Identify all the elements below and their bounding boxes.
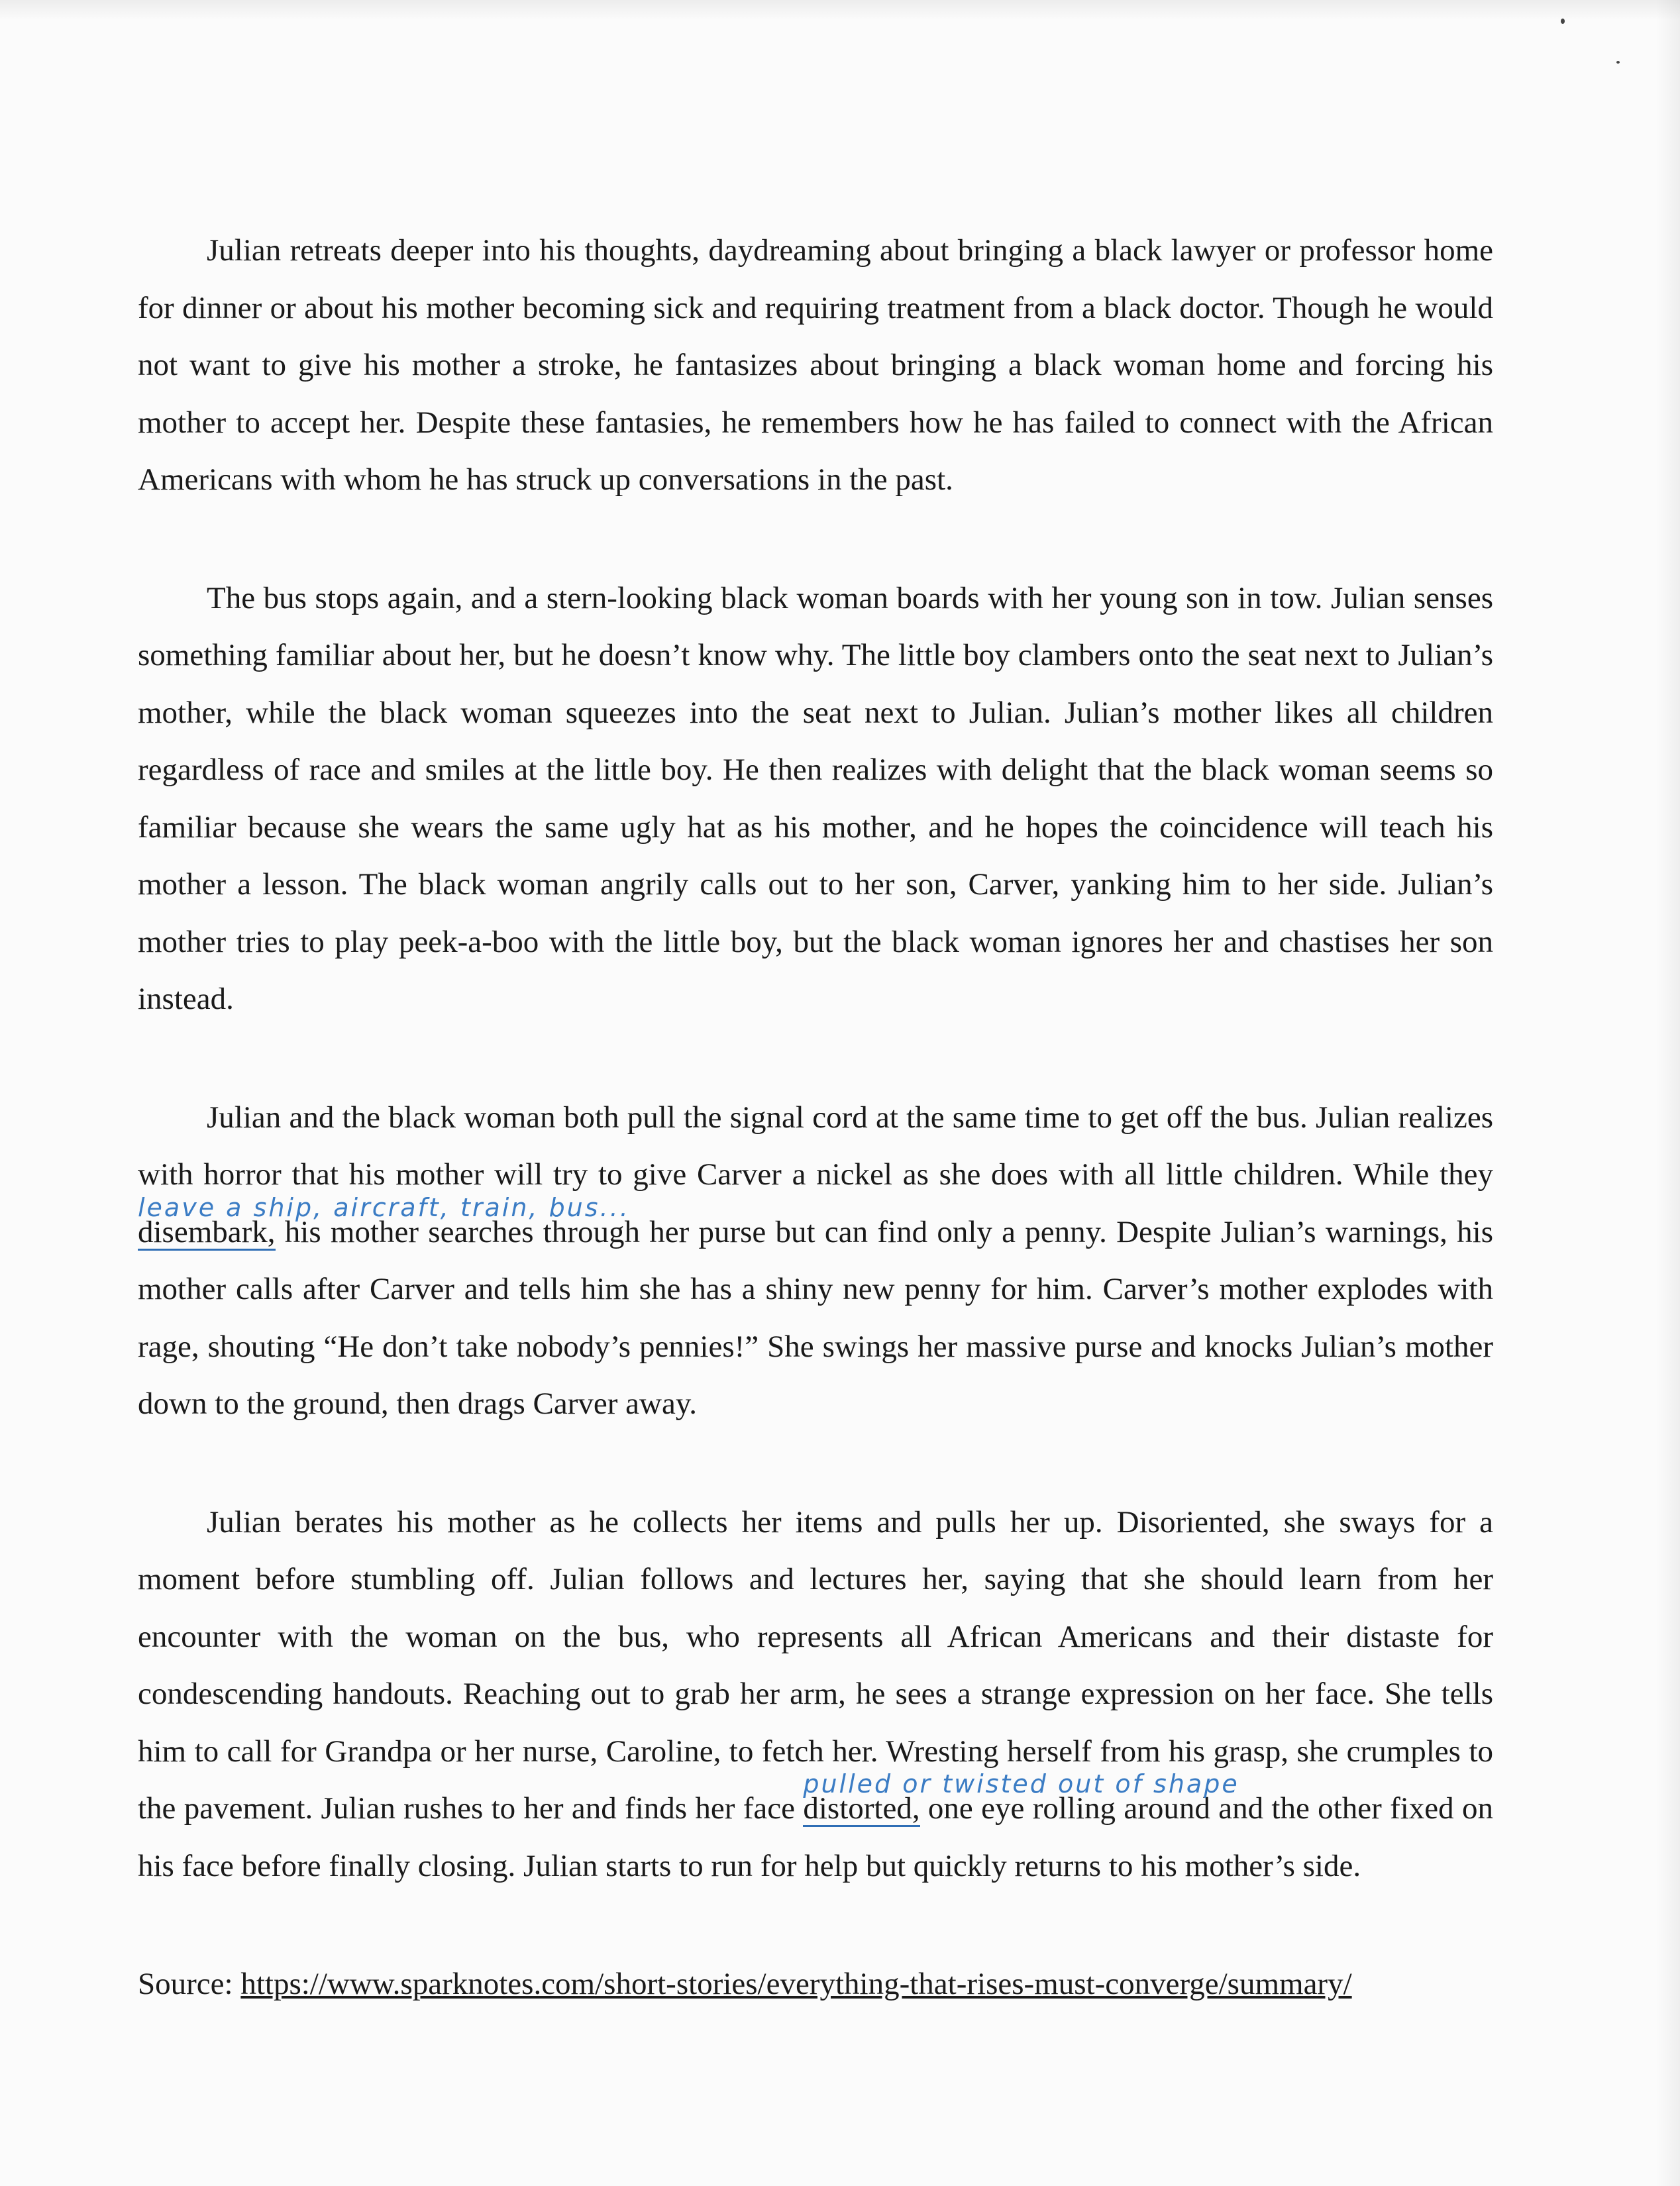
annotated-word-disembark: [138, 1192, 630, 1251]
paragraph-3: [138, 1089, 1493, 1433]
paragraph-text-after: one eye rolling around and the other fixed on his face before finally closing. Julian starts to run for help but quickly returns to his mother’s side.: [138, 1791, 1494, 1883]
scan-speck: [1616, 61, 1620, 64]
source-label: Source:: [138, 1967, 233, 2001]
paragraph-text: Julian retreats deeper into his thoughts, daydreaming about bringing a black lawyer or professor home for dinner or about his mother becoming sick and requiring treatment from a black doctor. Though he would not want to give his mother a stroke, he fantasizes about bringing a black woman home and forcing his mother to accept her. Despite these fantasies, he remembers how he has failed to connect with the African Americans with whom he has struck up conversations in the past.: [138, 233, 1493, 497]
paragraph-text-after: his mother searches through her purse but can find only a penny. Despite Julian’s warnings, his mother calls after Carver and tells him she has a shiny new penny for him. Carver’s mother explodes with rage, shouting “He don’t take nobody’s pennies!” She swings her massive purse and knocks Julian’s mother down to the ground, then drags Carver away.: [138, 1214, 1493, 1421]
paragraph-2: [138, 570, 1493, 1028]
paragraph-1: [138, 222, 1493, 509]
paragraph-text-before: Julian and the black woman both pull the signal cord at the same time to get off the bus. Julian realizes with horror that his mother will try to give Carver a nickel as she does with all little children. While they: [138, 1100, 1493, 1192]
source-link[interactable]: https://www.sparknotes.com/short-stories/everything-that-rises-must-converge/summary/: [240, 1967, 1352, 2001]
document-body: [138, 222, 1493, 2012]
underlined-word: distorted,: [803, 1791, 920, 1826]
paragraph-text: The bus stops again, and a stern-looking black woman boards with her young son in tow. Julian senses something familiar about her, but he doesn’t know why. The little boy clambers onto the seat next to Julian’s mother, while the black woman squeezes into the seat next to Julian. Julian’s mother likes all children regardless of race and smiles at the little boy. He then realizes with delight that the black woman seems so familiar because she wears the same ugly hat as his mother, and he hopes the coincidence will teach his mother a lesson. The black woman angrily calls out to her son, Carver, yanking him to her side. Julian’s mother tries to play peek-a-boo with the little boy, but the black woman ignores her and chastises her son instead.: [138, 580, 1493, 1016]
annotated-word-distorted: [803, 1769, 1239, 1827]
scan-edge: [1656, 0, 1680, 2186]
scan-speck: [1561, 19, 1565, 24]
scan-shadow: [0, 0, 1680, 20]
paragraph-4: [138, 1494, 1493, 1895]
underlined-word: disembark,: [138, 1214, 276, 1249]
handwritten-note-distorted: pulled or twisted out of shape: [803, 1769, 1239, 1798]
handwritten-note-disembark: leave a ship, aircraft, train, bus...: [138, 1192, 630, 1222]
paragraph-text-before: Julian berates his mother as he collects her items and pulls her up. Disoriented, she sways for a moment before stumbling off. Julian follows and lectures her, saying that she should learn from her encounter with the woman on the bus, who represents all African Americans and their distaste for condescending handouts. Reaching out to grab her arm, he sees a strange expression on her face. She tells him to call for Grandpa or her nurse, Caroline, to fetch her. Wresting herself from his grasp, she crumples to the pavement. Julian rushes to her and finds her face: [138, 1504, 1493, 1826]
source-line: [138, 1955, 1493, 2012]
